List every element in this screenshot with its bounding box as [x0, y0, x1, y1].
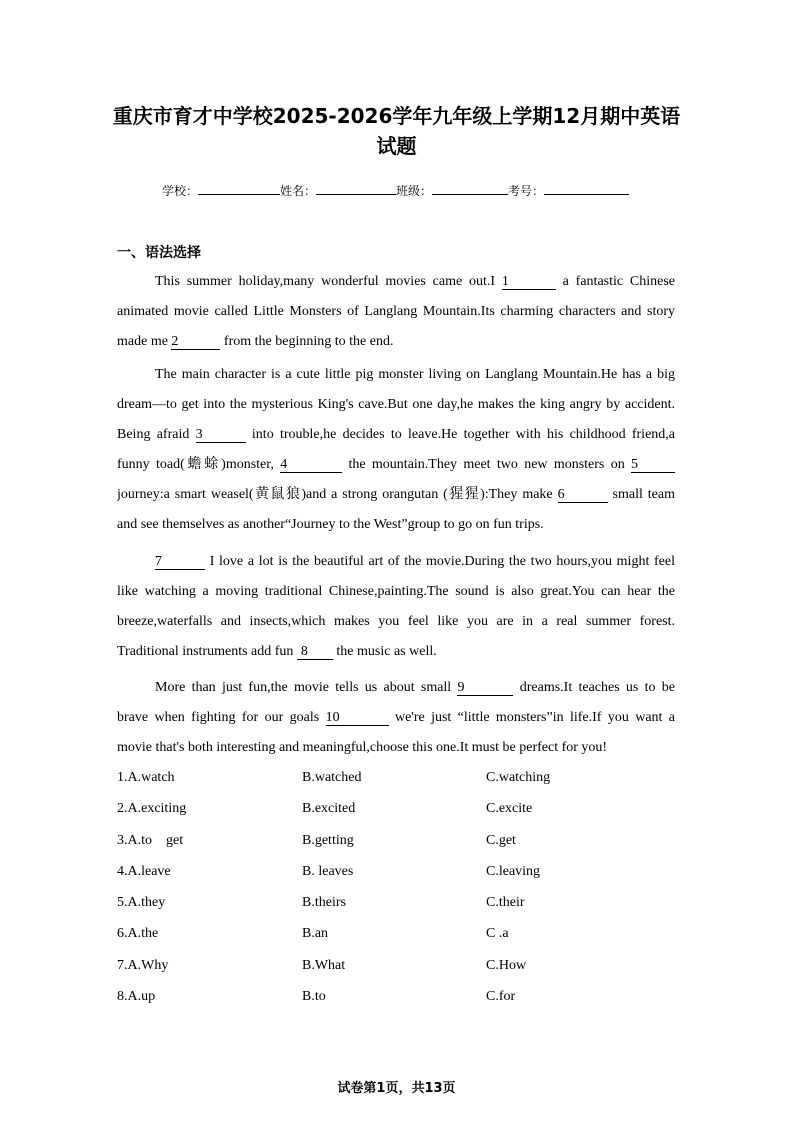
option-b: B.theirs: [302, 895, 346, 911]
passage-text: the music as well.: [336, 644, 437, 659]
class-label: 班级：: [396, 184, 433, 198]
passage-line: [117, 607, 675, 637]
answer-options: [117, 762, 677, 1012]
passage-line: [117, 297, 675, 327]
title-line-2: 试题: [376, 134, 417, 158]
passage-text: and see themselves as another“Journey to the West”group to go on fun trips.: [117, 517, 544, 532]
passage-line: [117, 673, 675, 703]
school-label: 学校：: [162, 184, 199, 198]
passage-text: The main character is a cute little pig monster living on Langlang Mountain.He has a big: [155, 367, 675, 382]
option-b: B.excited: [302, 801, 356, 817]
page-title: [0, 101, 793, 161]
passage-text: like watching a moving traditional Chinese,painting.The sound is also great.You can hear the: [117, 584, 675, 599]
option-b: B.watched: [302, 770, 362, 785]
option-c: C.leaving: [486, 863, 541, 879]
passage-text: breeze,waterfalls and insects,which makes you feel like you are in a real summer forest.: [117, 614, 675, 629]
option-c: C.How: [486, 957, 527, 973]
option-c: C .a: [486, 926, 509, 942]
option-a: 3.A.to get: [117, 832, 184, 848]
blank-2: 2: [171, 335, 220, 350]
class-blank: [432, 181, 508, 195]
passage-line: [117, 703, 675, 733]
passage-line: [117, 637, 675, 667]
passage-line: [117, 267, 675, 297]
paragraph-3: [117, 547, 675, 667]
blank-3: 3: [196, 428, 246, 443]
passage-line: [117, 420, 675, 450]
passage-text: from the beginning to the end.: [223, 334, 394, 349]
exam-number-label: 考号：: [508, 184, 545, 198]
passage-line: [117, 480, 675, 510]
option-c: C.excite: [486, 801, 533, 817]
passage-line: [117, 733, 675, 763]
exam-number-blank: [544, 181, 629, 195]
blank-7: 7: [155, 555, 205, 570]
option-row-7: [117, 950, 677, 981]
passage-text: Traditional instruments add fun: [117, 644, 294, 659]
passage-line: [117, 360, 675, 390]
passage-text: journey:a smart weasel(黄鼠狼)and a strong orangutan (猩猩):They make: [117, 487, 553, 502]
passage-text: dream—to get into the mysterious King's cave.But one day,he makes the king angry by accident.: [117, 397, 675, 412]
passage-text: This summer holiday,many wonderful movies came out.I: [155, 274, 496, 289]
passage-text: the mountain.They meet two new monsters on: [348, 457, 625, 472]
option-b: B.an: [302, 926, 329, 942]
passage-text: brave when fighting for our goals: [117, 710, 320, 725]
option-row-3: [117, 825, 677, 856]
passage-line: [117, 327, 675, 357]
option-a: 6.A.the: [117, 926, 159, 942]
passage-line: [117, 390, 675, 420]
option-c: C.their: [486, 895, 525, 911]
passage-line: [117, 547, 675, 577]
option-a: 2.A.exciting: [117, 801, 187, 817]
option-c: C.for: [486, 989, 516, 1005]
passage-text: I love a lot is the beautiful art of the movie.During the two hours,you might feel: [209, 554, 675, 569]
passage-text: we're just “little monsters”in life.If you want a: [394, 710, 675, 725]
passage-text: funny toad(蟾蜍)monster,: [117, 457, 274, 472]
option-a: 5.A.they: [117, 895, 166, 911]
passage-line: [117, 510, 675, 540]
blank-9: 9: [457, 681, 513, 696]
passage-text: made me: [117, 334, 168, 349]
blank-10: 10: [326, 711, 389, 726]
page-footer: 试卷第1页，共13页: [337, 1081, 456, 1096]
passage-text: animated movie called Little Monsters of Langlang Mountain.Its charming characters and story: [117, 304, 675, 319]
option-c: C.get: [486, 832, 516, 848]
option-a: 1.A.watch: [117, 770, 175, 785]
passage-text: into trouble,he decides to leave.He together with his childhood friend,a: [251, 427, 675, 442]
option-row-4: [117, 856, 677, 887]
option-a: 8.A.up: [117, 989, 156, 1005]
paragraph-1: [117, 267, 675, 357]
name-label: 姓名：: [280, 184, 317, 198]
option-b: B.What: [302, 957, 346, 973]
passage-text: More than just fun,the movie tells us about small: [155, 680, 452, 695]
option-row-5: [117, 887, 677, 918]
passage-text: dreams.It teaches us to be: [519, 680, 675, 695]
option-a: 7.A.Why: [117, 957, 169, 973]
option-b: B.getting: [302, 832, 354, 848]
name-blank: [316, 181, 396, 195]
option-row-6: [117, 918, 677, 949]
option-row-2: [117, 793, 677, 824]
passage-line: [117, 577, 675, 607]
option-a: 4.A.leave: [117, 863, 171, 879]
passage-text: movie that's both interesting and meaningful,choose this one.It must be perfect for you!: [117, 740, 608, 755]
option-row-8: [117, 981, 677, 1012]
title-line-1: 重庆市育才中学校2025-2026学年九年级上学期12月期中英语: [112, 104, 681, 128]
student-info-line: [162, 181, 629, 201]
passage-text: a fantastic Chinese: [562, 274, 675, 289]
option-row-1: [117, 762, 677, 793]
school-blank: [198, 181, 280, 195]
blank-6: 6: [558, 488, 608, 503]
passage-line: [117, 450, 675, 480]
paragraph-4: [117, 673, 675, 763]
blank-1: 1: [502, 275, 556, 290]
passage-text: small team: [612, 487, 675, 502]
blank-4: 4: [280, 458, 342, 473]
blank-8: 8: [297, 645, 333, 660]
paragraph-2: [117, 360, 675, 540]
section-heading: 一、语法选择: [117, 245, 201, 261]
option-b: B. leaves: [302, 863, 354, 879]
blank-5: 5: [631, 458, 675, 473]
passage-text: Being afraid: [117, 427, 190, 442]
option-c: C.watching: [486, 770, 551, 785]
option-b: B.to: [302, 989, 326, 1005]
